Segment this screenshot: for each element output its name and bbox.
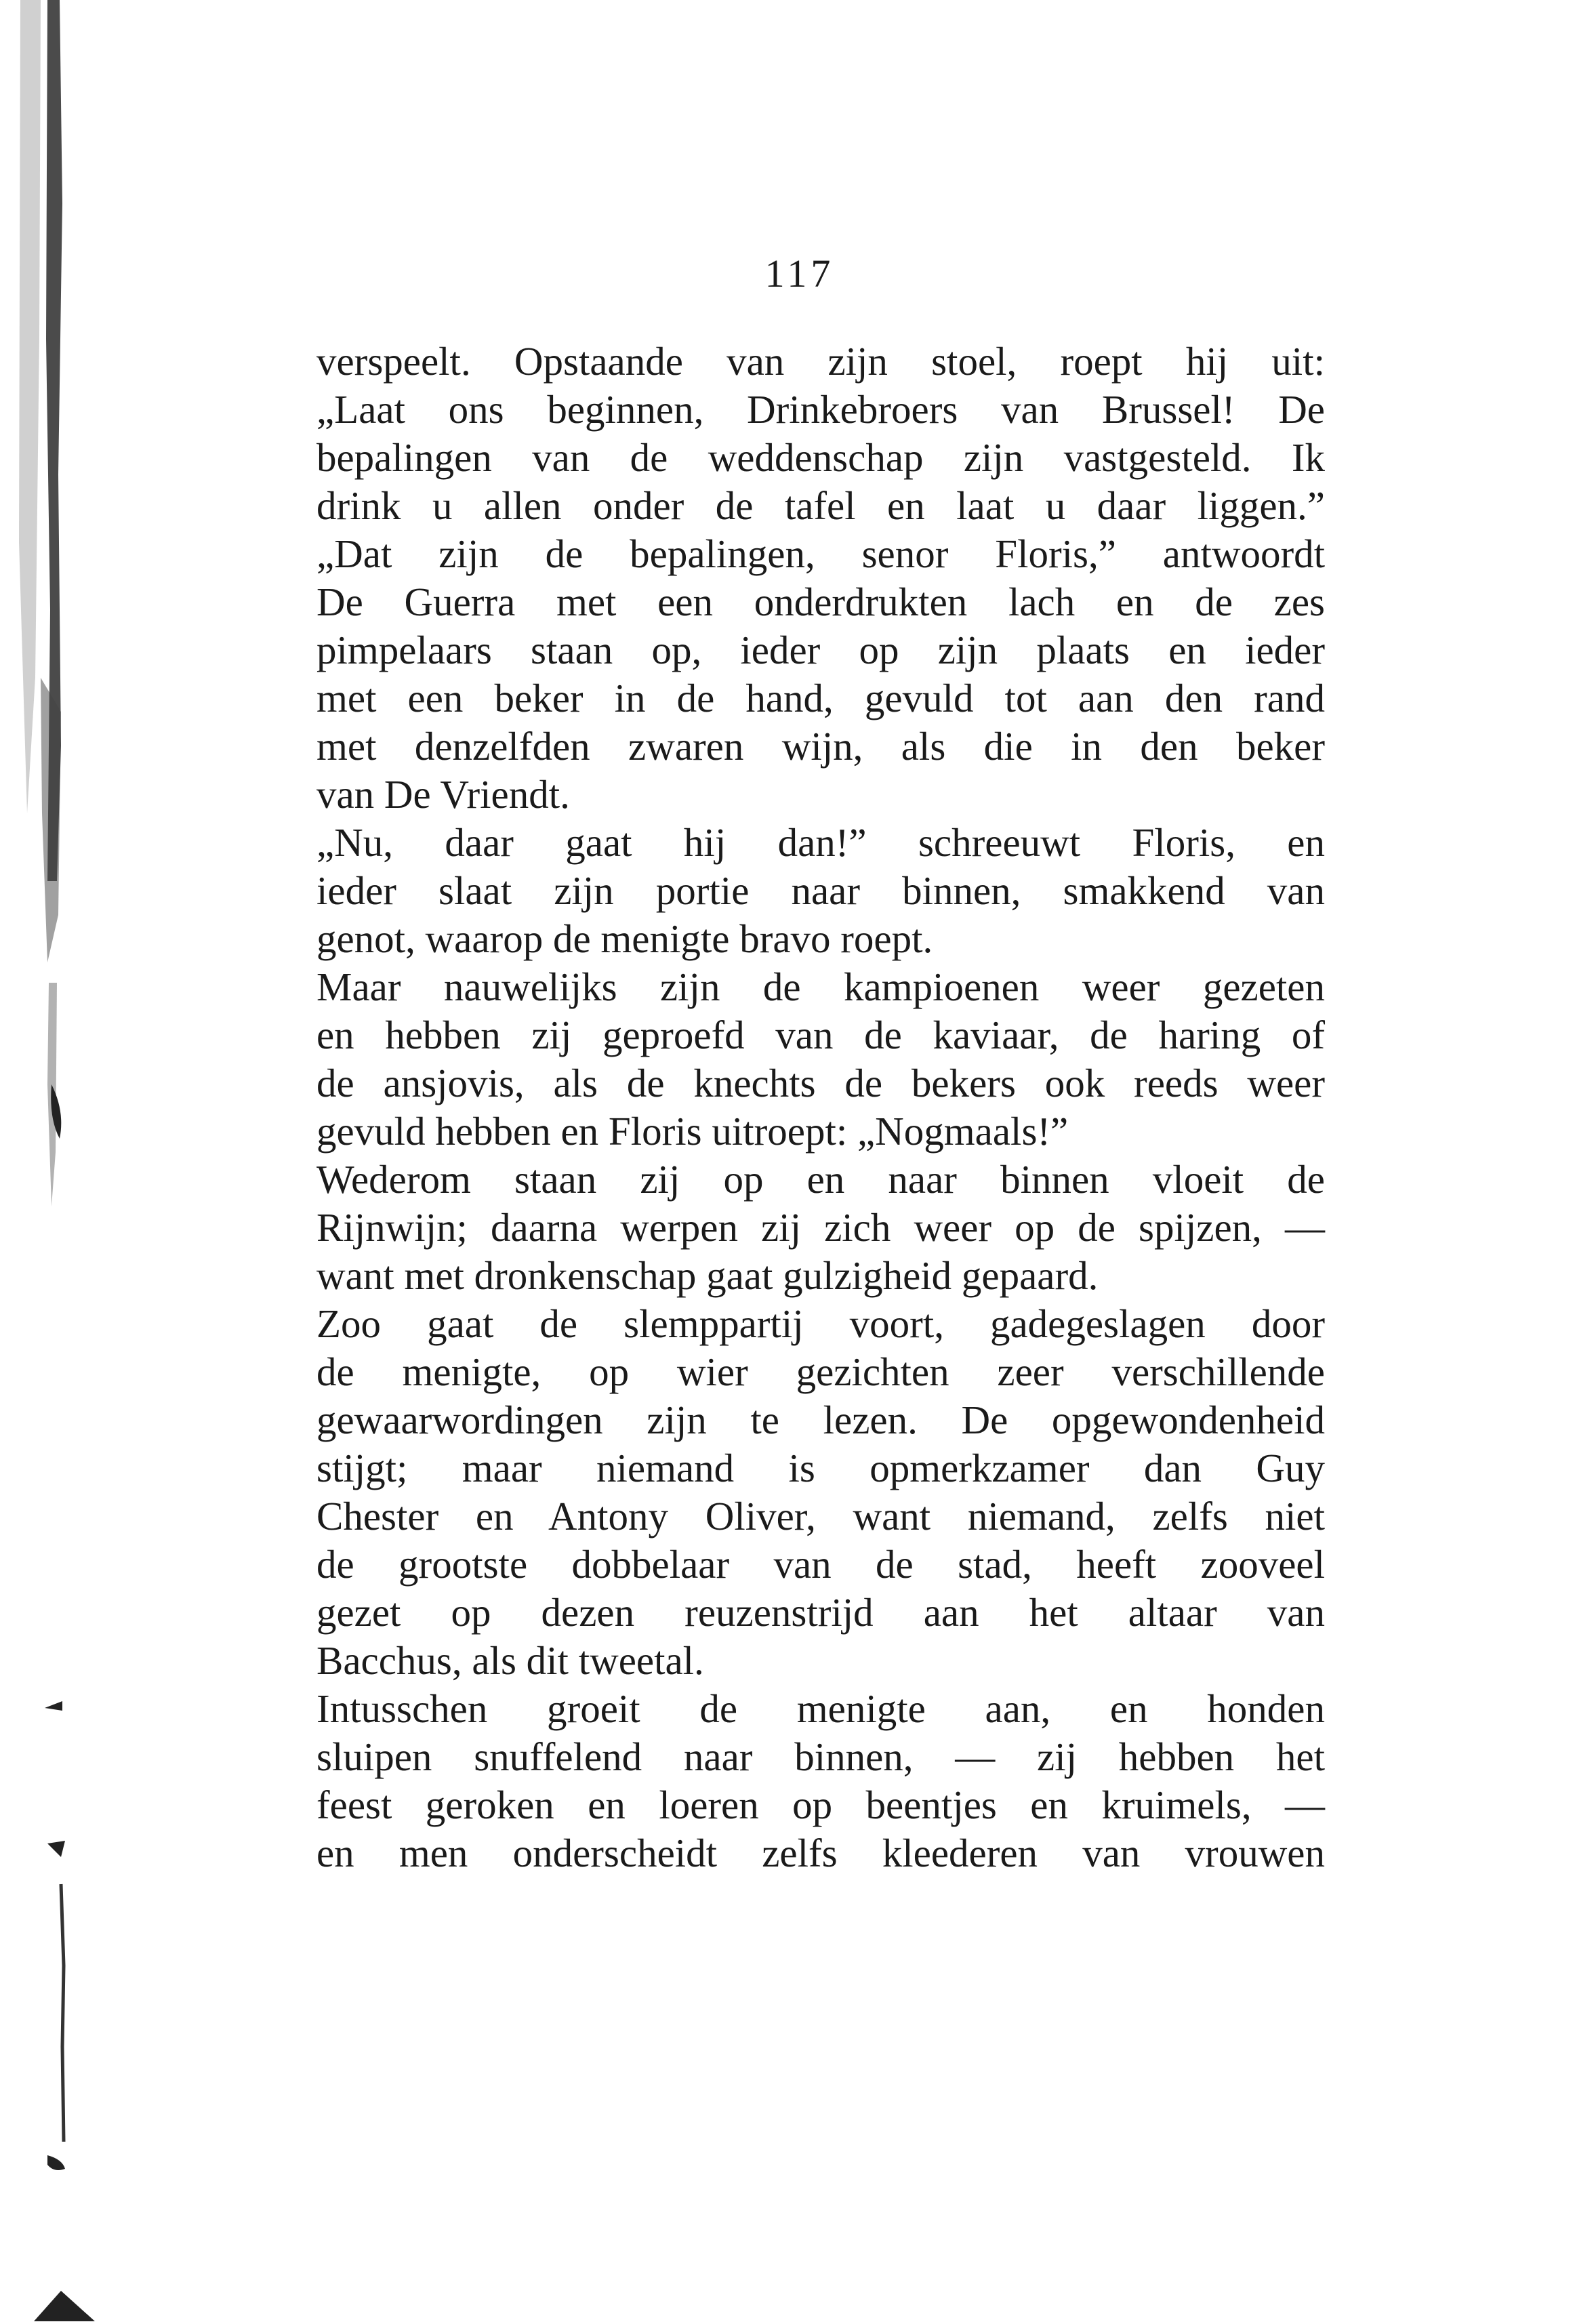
text-line: Intusschen groeit de menigte aan, en honden bbox=[316, 1686, 1325, 1731]
text-line: Zoo gaat de slemppartij voort, gadegeslagen door bbox=[316, 1301, 1325, 1346]
text-line: Wederom staan zij op en naar binnen vloeit de bbox=[316, 1157, 1325, 1202]
text-line: van De Vriendt. bbox=[316, 772, 570, 817]
text-line: met denzelfden zwaren wijn, als die in den beker bbox=[316, 724, 1325, 769]
text-line: Maar nauwelijks zijn de kampioenen weer gezeten bbox=[316, 964, 1325, 1009]
text-line: met een beker in de hand, gevuld tot aan den rand bbox=[316, 676, 1325, 720]
text-line: ieder slaat zijn portie naar binnen, smakkend van bbox=[316, 868, 1325, 913]
page-number: 117 bbox=[764, 251, 835, 295]
text-line: genot, waarop de menigte bravo roept. bbox=[316, 916, 933, 961]
text-line: verspeelt. Opstaande van zijn stoel, roept hij uit: bbox=[316, 339, 1325, 384]
text-line: de menigte, op wier gezichten zeer verschillende bbox=[316, 1349, 1325, 1394]
text-line: pimpelaars staan op, ieder op zijn plaats en ieder bbox=[316, 628, 1325, 672]
text-line: De Guerra met een onderdrukten lach en de zes bbox=[316, 579, 1325, 624]
text-line: bepalingen van de weddenschap zijn vastgesteld. Ik bbox=[316, 435, 1325, 480]
text-line: gezet op dezen reuzenstrijd aan het altaar van bbox=[316, 1590, 1325, 1635]
text-line: gewaarwordingen zijn te lezen. De opgewondenheid bbox=[316, 1398, 1325, 1442]
text-line: en men onderscheidt zelfs kleederen van vrouwen bbox=[316, 1831, 1325, 1875]
text-line: „Nu, daar gaat hij dan!” schreeuwt Floris, en bbox=[316, 820, 1325, 865]
text-line: want met dronkenschap gaat gulzigheid gepaard. bbox=[316, 1253, 1099, 1298]
text-line: „Laat ons beginnen, Drinkebroers van Brussel! De bbox=[316, 387, 1325, 432]
text-line: „Dat zijn de bepalingen, senor Floris,” antwoordt bbox=[316, 531, 1325, 576]
text-line: drink u allen onder de tafel en laat u daar liggen.” bbox=[316, 483, 1325, 528]
binding-shadow-marks bbox=[0, 0, 102, 2324]
text-line: gevuld hebben en Floris uitroept: „Nogmaals!” bbox=[316, 1109, 1069, 1154]
text-line: de ansjovis, als de knechts de bekers ook reeds weer bbox=[316, 1061, 1325, 1105]
body-text bbox=[316, 338, 1325, 1877]
text-line: sluipen snuffelend naar binnen, — zij hebben het bbox=[316, 1734, 1325, 1779]
text-line: en hebben zij geproefd van de kaviaar, de haring of bbox=[316, 1013, 1325, 1057]
text-line: Rijnwijn; daarna werpen zij zich weer op de spijzen, — bbox=[316, 1205, 1325, 1250]
text-line: Chester en Antony Oliver, want niemand, zelfs niet bbox=[316, 1494, 1325, 1538]
text-line: Bacchus, als dit tweetal. bbox=[316, 1638, 704, 1683]
text-line: stijgt; maar niemand is opmerkzamer dan Guy bbox=[316, 1446, 1325, 1490]
text-line: de grootste dobbelaar van de stad, heeft zooveel bbox=[316, 1542, 1325, 1587]
text-line: feest geroken en loeren op beentjes en kruimels, — bbox=[316, 1782, 1325, 1827]
